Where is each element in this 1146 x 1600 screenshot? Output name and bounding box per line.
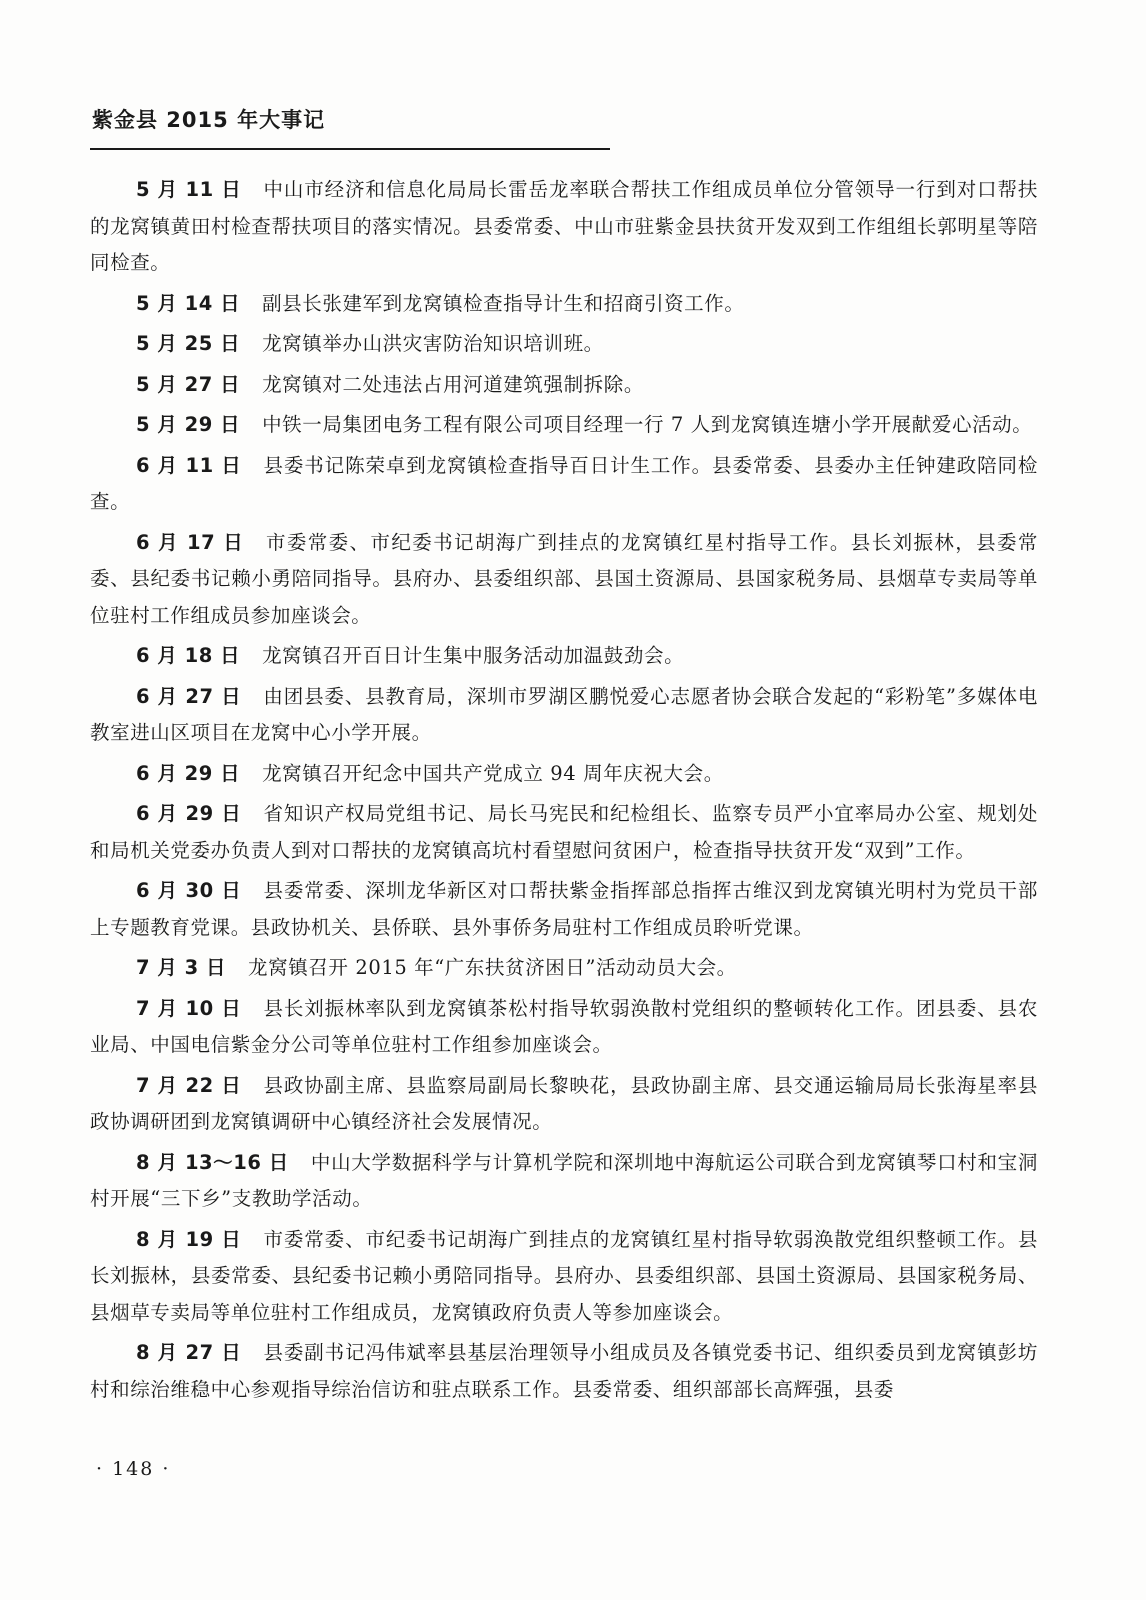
page-number: · 148 · <box>96 1458 171 1480</box>
entry-text: 龙窝镇对二处违法占用河道建筑强制拆除。 <box>262 372 644 396</box>
entry-date: 5 月 14 日 <box>136 291 241 315</box>
chronicle-entry <box>90 991 1038 1064</box>
chronicle-entry <box>90 950 1038 987</box>
entry-text: 省知识产权局党组书记、局长马宪民和纪检组长、监察专员严小宜率局办公室、规划处和局机关党委办负责人到对口帮扶的龙窝镇高坑村看望慰问贫困户，检查指导扶贫开发“双到”工作。 <box>90 802 1038 862</box>
entry-date: 6 月 27 日 <box>136 684 242 708</box>
running-head-title: 紫金县 2015 年大事记 <box>92 108 326 132</box>
entry-date: 6 月 11 日 <box>136 453 242 477</box>
entry-date: 7 月 10 日 <box>136 996 242 1020</box>
entry-text: 中铁一局集团电务工程有限公司项目经理一行 7 人到龙窝镇连塘小学开展献爱心活动。 <box>262 413 1033 436</box>
chronicle-entry <box>90 1222 1038 1332</box>
chronicle-entry <box>90 1068 1038 1141</box>
chronicle-entry <box>90 873 1038 946</box>
entry-text: 副县长张建军到龙窝镇检查指导计生和招商引资工作。 <box>262 291 745 315</box>
entry-date: 5 月 29 日 <box>136 413 241 436</box>
entry-text: 县委书记陈荣卓到龙窝镇检查指导百日计生工作。县委常委、县委办主任钟建政陪同检查。 <box>90 453 1038 513</box>
chronicle-entry <box>90 1145 1038 1218</box>
entry-date: 6 月 30 日 <box>136 879 242 902</box>
entry-text: 县委副书记冯伟斌率县基层治理领导小组成员及各镇党委书记、组织委员到龙窝镇彭坊村和综治维稳中心参观指导综治信访和驻点联系工作。县委常委、组织部部长高辉强，县委 <box>90 1341 1038 1401</box>
chronicle-entry <box>90 367 1038 404</box>
entry-date: 6 月 29 日 <box>136 761 241 785</box>
entry-text: 中山市经济和信息化局局长雷岳龙率联合帮扶工作组成员单位分管领导一行到对口帮扶的龙窝镇黄田村检查帮扶项目的落实情况。县委常委、中山市驻紫金县扶贫开发双到工作组组长郭明星等陪同检查。 <box>90 178 1038 274</box>
entry-text: 龙窝镇召开 2015 年“广东扶贫济困日”活动动员大会。 <box>248 956 737 979</box>
chronicle-entry <box>90 448 1038 521</box>
entry-date: 8 月 19 日 <box>136 1227 242 1251</box>
chronicle-entry <box>90 326 1038 363</box>
entry-date: 6 月 29 日 <box>136 802 242 825</box>
entry-date: 7 月 3 日 <box>136 956 227 979</box>
entry-text: 县长刘振林率队到龙窝镇茶松村指导软弱涣散村党组织的整顿转化工作。团县委、县农业局、中国电信紫金分公司等单位驻村工作组参加座谈会。 <box>90 996 1038 1056</box>
entry-text: 市委常委、市纪委书记胡海广到挂点的龙窝镇红星村指导软弱涣散党组织整顿工作。县长刘振林，县委常委、县纪委书记赖小勇陪同指导。县府办、县委组织部、县国土资源局、县国家税务局、县烟草专卖局等单位驻村工作组成员，龙窝镇政府负责人等参加座谈会。 <box>90 1227 1038 1324</box>
entry-date: 6 月 17 日 <box>136 530 244 554</box>
entry-text: 县委常委、深圳龙华新区对口帮扶紫金指挥部总指挥古维汉到龙窝镇光明村为党员干部上专题教育党课。县政协机关、县侨联、县外事侨务局驻村工作组成员聆听党课。 <box>90 879 1038 939</box>
chronicle-entry <box>90 172 1038 282</box>
entry-text: 龙窝镇召开百日计生集中服务活动加温鼓劲会。 <box>262 644 685 667</box>
entry-date: 8 月 13～16 日 <box>136 1150 289 1174</box>
chronicle-entry <box>90 756 1038 793</box>
entry-date: 5 月 11 日 <box>136 178 242 201</box>
header-rule <box>90 148 610 150</box>
entry-date: 6 月 18 日 <box>136 644 241 667</box>
entry-date: 8 月 27 日 <box>136 1341 242 1364</box>
entry-date: 5 月 27 日 <box>136 372 241 396</box>
chronicle-entry <box>90 286 1038 323</box>
chronicle-entry <box>90 638 1038 675</box>
entry-text: 中山大学数据科学与计算机学院和深圳地中海航运公司联合到龙窝镇琴口村和宝洞村开展“三下乡”支教助学活动。 <box>90 1150 1038 1210</box>
chronicle-entry <box>90 1335 1038 1408</box>
chronicle-entry <box>90 796 1038 869</box>
entry-text: 县政协副主席、县监察局副局长黎映花，县政协副主席、县交通运输局局长张海星率县政协调研团到龙窝镇调研中心镇经济社会发展情况。 <box>90 1073 1038 1133</box>
entry-date: 7 月 22 日 <box>136 1073 242 1097</box>
entry-text: 龙窝镇举办山洪灾害防治知识培训班。 <box>262 332 604 355</box>
entry-text: 市委常委、市纪委书记胡海广到挂点的龙窝镇红星村指导工作。县长刘振林，县委常委、县纪委书记赖小勇陪同指导。县府办、县委组织部、县国土资源局、县国家税务局、县烟草专卖局等单位驻村工作组成员参加座谈会。 <box>90 530 1038 627</box>
chronicle-entry <box>90 679 1038 752</box>
chronicle-entry <box>90 525 1038 635</box>
entry-text: 由团县委、县教育局，深圳市罗湖区鹏悦爱心志愿者协会联合发起的“彩粉笔”多媒体电教室进山区项目在龙窝中心小学开展。 <box>90 684 1038 744</box>
chronicle-entry <box>90 407 1038 444</box>
entry-date: 5 月 25 日 <box>136 332 241 355</box>
entry-text: 龙窝镇召开纪念中国共产党成立 94 周年庆祝大会。 <box>262 761 724 785</box>
chronicle-entries <box>90 172 1038 1412</box>
